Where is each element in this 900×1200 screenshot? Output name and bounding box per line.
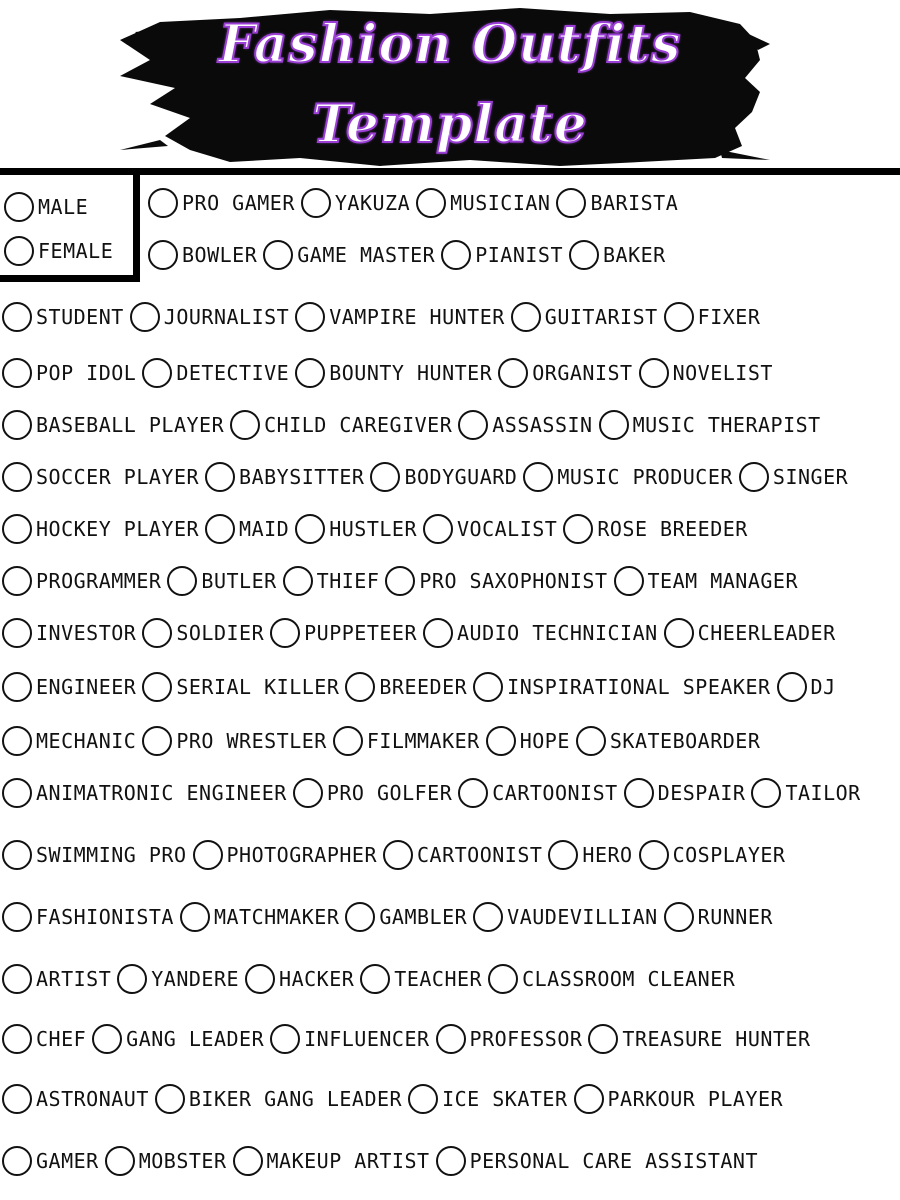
occupation-option[interactable] <box>556 188 678 218</box>
option-label: PROFESSOR <box>469 1027 583 1051</box>
occupation-option[interactable] <box>345 672 467 702</box>
option-label: BAKER <box>603 243 666 267</box>
option-label: JOURNALIST <box>163 305 290 329</box>
option-label: HACKER <box>279 967 355 991</box>
radio-circle-icon[interactable] <box>548 840 578 870</box>
occupation-option[interactable] <box>458 778 617 808</box>
radio-circle-icon[interactable] <box>408 1084 438 1114</box>
occupation-option[interactable] <box>563 514 748 544</box>
option-label: AUDIO TECHNICIAN <box>457 621 658 645</box>
option-label: GAME MASTER <box>297 243 436 267</box>
occupation-option[interactable] <box>370 462 517 492</box>
occupation-option[interactable] <box>488 964 735 994</box>
option-label: NOVELIST <box>672 361 773 385</box>
radio-circle-icon[interactable] <box>563 514 593 544</box>
radio-circle-icon[interactable] <box>148 188 178 218</box>
option-label: HOPE <box>519 729 570 753</box>
occupation-option[interactable] <box>2 618 136 648</box>
option-label: PRO SAXOPHONIST <box>419 569 608 593</box>
radio-circle-icon[interactable] <box>142 618 172 648</box>
occupation-option[interactable] <box>2 1024 86 1054</box>
occupation-option[interactable] <box>599 410 821 440</box>
page-title-line-1: Fashion Outfits <box>218 14 682 75</box>
occupation-option[interactable] <box>2 672 136 702</box>
option-label: BOWLER <box>182 243 258 267</box>
radio-circle-icon[interactable] <box>270 1024 300 1054</box>
radio-circle-icon[interactable] <box>295 358 325 388</box>
occupation-option[interactable] <box>270 618 417 648</box>
option-label: CHEERLEADER <box>697 621 836 645</box>
option-label: GUITARIST <box>544 305 658 329</box>
option-label: CLASSROOM CLEANER <box>522 967 736 991</box>
option-row <box>0 462 854 492</box>
option-label: ARTIST <box>36 967 112 991</box>
occupation-option[interactable] <box>333 726 480 756</box>
option-label: SKATEBOARDER <box>609 729 761 753</box>
occupation-option[interactable] <box>142 618 264 648</box>
radio-circle-icon[interactable] <box>2 840 32 870</box>
option-row <box>0 410 827 440</box>
radio-circle-icon[interactable] <box>458 410 488 440</box>
occupation-option[interactable] <box>205 514 289 544</box>
option-label: BASEBALL PLAYER <box>36 413 225 437</box>
occupation-option[interactable] <box>148 188 295 218</box>
option-row <box>146 188 684 218</box>
option-label: TEACHER <box>394 967 483 991</box>
radio-circle-icon[interactable] <box>739 462 769 492</box>
option-row <box>0 1024 817 1054</box>
radio-circle-icon[interactable] <box>301 188 331 218</box>
option-label: PRO WRESTLER <box>176 729 327 753</box>
occupation-option[interactable] <box>345 902 467 932</box>
option-label: GAMBLER <box>379 905 468 929</box>
option-label: POP IDOL <box>36 361 137 385</box>
radio-circle-icon[interactable] <box>599 410 629 440</box>
radio-circle-icon[interactable] <box>576 726 606 756</box>
option-row <box>0 1146 764 1176</box>
radio-circle-icon[interactable] <box>293 778 323 808</box>
option-label: DETECTIVE <box>176 361 290 385</box>
option-label: MUSIC PRODUCER <box>557 465 733 489</box>
option-label: FIXER <box>697 305 761 329</box>
occupation-option[interactable] <box>360 964 482 994</box>
option-row <box>0 302 766 332</box>
radio-circle-icon[interactable] <box>473 902 503 932</box>
radio-circle-icon[interactable] <box>498 358 528 388</box>
radio-circle-icon[interactable] <box>2 302 32 332</box>
occupation-option[interactable] <box>436 1024 583 1054</box>
option-row <box>0 1084 789 1114</box>
option-label: MATCHMAKER <box>213 905 340 929</box>
option-label: FASHIONISTA <box>36 905 174 929</box>
radio-circle-icon[interactable] <box>205 514 235 544</box>
occupation-option[interactable] <box>205 462 364 492</box>
occupation-option[interactable] <box>408 1084 567 1114</box>
occupation-option[interactable] <box>155 1084 402 1114</box>
option-label: MALE <box>38 195 89 219</box>
radio-circle-icon[interactable] <box>2 964 32 994</box>
radio-circle-icon[interactable] <box>383 840 413 870</box>
option-label: ROSE BREEDER <box>597 517 748 541</box>
occupation-option[interactable] <box>295 514 417 544</box>
occupation-option[interactable] <box>193 840 378 870</box>
radio-circle-icon[interactable] <box>283 566 313 596</box>
option-label: ORGANIST <box>532 361 633 385</box>
occupation-option[interactable] <box>569 240 666 270</box>
occupation-option[interactable] <box>473 902 658 932</box>
option-label: BOUNTY HUNTER <box>329 361 493 385</box>
radio-circle-icon[interactable] <box>523 462 553 492</box>
occupation-option[interactable] <box>385 566 607 596</box>
occupation-option[interactable] <box>511 302 658 332</box>
radio-circle-icon[interactable] <box>664 302 694 332</box>
radio-circle-icon[interactable] <box>574 1084 604 1114</box>
radio-circle-icon[interactable] <box>360 964 390 994</box>
radio-circle-icon[interactable] <box>4 236 34 266</box>
option-label: PARKOUR PLAYER <box>607 1087 784 1111</box>
option-label: ASSASSIN <box>492 413 593 437</box>
option-label: TEAM MANAGER <box>647 569 799 593</box>
option-label: ANIMATRONIC ENGINEER <box>36 781 287 805</box>
occupation-option[interactable] <box>2 778 287 808</box>
occupation-option[interactable] <box>383 840 542 870</box>
occupation-option[interactable] <box>624 778 746 808</box>
option-label: CARTOONIST <box>492 781 618 805</box>
option-label: PRO GAMER <box>182 191 295 215</box>
option-label: PRO GOLFER <box>326 781 453 805</box>
radio-circle-icon[interactable] <box>2 462 32 492</box>
radio-circle-icon[interactable] <box>180 902 210 932</box>
radio-circle-icon[interactable] <box>624 778 654 808</box>
radio-circle-icon[interactable] <box>777 672 807 702</box>
option-label: HOCKEY PLAYER <box>36 517 200 541</box>
occupation-option[interactable] <box>523 462 733 492</box>
occupation-option[interactable] <box>2 410 224 440</box>
occupation-option[interactable] <box>2 726 136 756</box>
radio-circle-icon[interactable] <box>751 778 781 808</box>
radio-circle-icon[interactable] <box>345 902 375 932</box>
occupation-option[interactable] <box>614 566 799 596</box>
option-row <box>0 902 779 932</box>
occupation-option[interactable] <box>574 1084 784 1114</box>
radio-circle-icon[interactable] <box>263 240 293 270</box>
option-row <box>146 240 672 270</box>
radio-circle-icon[interactable] <box>416 188 446 218</box>
radio-circle-icon[interactable] <box>370 462 400 492</box>
option-label: BABYSITTER <box>239 465 365 489</box>
occupation-option[interactable] <box>130 302 289 332</box>
occupation-option[interactable] <box>233 1146 430 1176</box>
option-row <box>0 778 867 808</box>
occupation-option[interactable] <box>416 188 550 218</box>
option-label: BODYGUARD <box>404 465 518 489</box>
occupation-option[interactable] <box>2 902 174 932</box>
option-label: SINGER <box>772 465 849 489</box>
occupation-option[interactable] <box>295 302 505 332</box>
radio-circle-icon[interactable] <box>423 618 453 648</box>
radio-circle-icon[interactable] <box>2 1084 32 1114</box>
occupation-option[interactable] <box>230 410 452 440</box>
radio-circle-icon[interactable] <box>117 964 147 994</box>
occupation-option[interactable] <box>486 726 570 756</box>
option-label: CHEF <box>36 1027 87 1051</box>
option-row <box>0 566 804 596</box>
radio-circle-icon[interactable] <box>488 964 518 994</box>
option-label: MOBSTER <box>138 1149 227 1173</box>
occupation-option[interactable] <box>2 566 161 596</box>
occupation-option[interactable] <box>664 618 836 648</box>
option-label: DESPAIR <box>657 781 746 805</box>
occupation-option[interactable] <box>167 566 276 596</box>
radio-circle-icon[interactable] <box>385 566 415 596</box>
option-label: BREEDER <box>379 675 468 699</box>
option-label: TAILOR <box>785 781 861 805</box>
radio-circle-icon[interactable] <box>639 358 669 388</box>
radio-circle-icon[interactable] <box>345 672 375 702</box>
radio-circle-icon[interactable] <box>441 240 471 270</box>
radio-circle-icon[interactable] <box>2 358 32 388</box>
radio-circle-icon[interactable] <box>245 964 275 994</box>
radio-circle-icon[interactable] <box>511 302 541 332</box>
occupation-option[interactable] <box>436 1146 758 1176</box>
radio-circle-icon[interactable] <box>155 1084 185 1114</box>
option-label: GAMER <box>36 1149 99 1173</box>
option-label: ASTRONAUT <box>36 1087 149 1111</box>
radio-circle-icon[interactable] <box>436 1146 466 1176</box>
occupation-option[interactable] <box>148 240 257 270</box>
occupation-option[interactable] <box>105 1146 227 1176</box>
occupation-option[interactable] <box>2 840 187 870</box>
radio-circle-icon[interactable] <box>270 618 300 648</box>
occupation-option[interactable] <box>270 1024 429 1054</box>
occupation-option[interactable] <box>2 1146 99 1176</box>
option-label: PUPPETEER <box>304 621 417 645</box>
occupation-option[interactable] <box>576 726 761 756</box>
option-label: YAKUZA <box>334 191 411 215</box>
option-label: DJ <box>810 675 836 699</box>
occupation-option[interactable] <box>142 358 289 388</box>
occupation-option[interactable] <box>2 1084 149 1114</box>
option-label: INSPIRATIONAL SPEAKER <box>507 675 771 699</box>
option-label: VAMPIRE HUNTER <box>329 305 505 329</box>
occupation-option[interactable] <box>295 358 492 388</box>
option-label: PIANIST <box>475 243 563 267</box>
radio-circle-icon[interactable] <box>664 902 694 932</box>
occupation-option[interactable] <box>588 1024 810 1054</box>
radio-circle-icon[interactable] <box>436 1024 466 1054</box>
occupation-option[interactable] <box>2 514 199 544</box>
radio-circle-icon[interactable] <box>2 726 32 756</box>
radio-circle-icon[interactable] <box>639 840 669 870</box>
occupation-option[interactable] <box>751 778 860 808</box>
option-label: INFLUENCER <box>304 1027 430 1051</box>
option-label: MECHANIC <box>36 729 137 753</box>
option-row <box>0 514 754 544</box>
option-label: INVESTOR <box>36 621 137 645</box>
occupation-option[interactable] <box>142 672 339 702</box>
option-label: GANG LEADER <box>126 1027 265 1051</box>
radio-circle-icon[interactable] <box>92 1024 122 1054</box>
option-label: HERO <box>582 843 633 867</box>
option-row <box>0 358 779 388</box>
option-row <box>0 618 842 648</box>
option-label: ICE SKATER <box>442 1087 568 1111</box>
option-label: COSPLAYER <box>672 843 786 867</box>
option-label: SWIMMING PRO <box>36 843 187 867</box>
option-label: SOCCER PLAYER <box>36 465 200 489</box>
option-label: MUSIC THERAPIST <box>632 413 821 437</box>
radio-circle-icon[interactable] <box>167 566 197 596</box>
option-label: SERIAL KILLER <box>176 675 340 699</box>
option-label: VAUDEVILLIAN <box>507 905 658 929</box>
option-label: FEMALE <box>38 239 114 263</box>
title-banner <box>0 0 900 175</box>
option-label: MAID <box>239 517 290 541</box>
option-row <box>0 840 791 870</box>
occupation-option[interactable] <box>777 672 836 702</box>
option-label: STUDENT <box>36 305 124 329</box>
radio-circle-icon[interactable] <box>233 1146 263 1176</box>
option-label: MUSICIAN <box>450 191 551 215</box>
occupation-option[interactable] <box>2 302 124 332</box>
radio-circle-icon[interactable] <box>2 1146 32 1176</box>
radio-circle-icon[interactable] <box>2 618 32 648</box>
occupation-option[interactable] <box>92 1024 264 1054</box>
occupation-option[interactable] <box>473 672 770 702</box>
occupation-option[interactable] <box>117 964 239 994</box>
option-row <box>0 964 741 994</box>
option-label: SOLDIER <box>176 621 265 645</box>
occupation-option[interactable] <box>458 410 592 440</box>
option-label: ENGINEER <box>36 675 137 699</box>
radio-circle-icon[interactable] <box>148 240 178 270</box>
option-label: PHOTOGRAPHER <box>226 843 377 867</box>
occupation-option[interactable] <box>2 358 136 388</box>
radio-circle-icon[interactable] <box>458 778 488 808</box>
radio-circle-icon[interactable] <box>193 840 223 870</box>
occupation-option[interactable] <box>639 840 786 870</box>
option-label: CHILD CAREGIVER <box>264 413 453 437</box>
radio-circle-icon[interactable] <box>588 1024 618 1054</box>
occupation-option[interactable] <box>2 462 199 492</box>
page-title-line-2: Template <box>312 94 588 155</box>
radio-circle-icon[interactable] <box>295 302 325 332</box>
occupation-option[interactable] <box>664 902 773 932</box>
radio-circle-icon[interactable] <box>142 358 172 388</box>
option-label: PROGRAMMER <box>36 569 162 593</box>
radio-circle-icon[interactable] <box>2 1024 32 1054</box>
option-label: VOCALIST <box>457 517 558 541</box>
option-row <box>0 726 766 756</box>
radio-circle-icon[interactable] <box>2 778 32 808</box>
radio-circle-icon[interactable] <box>205 462 235 492</box>
occupation-option[interactable] <box>180 902 339 932</box>
radio-circle-icon[interactable] <box>2 514 32 544</box>
occupation-option[interactable] <box>639 358 773 388</box>
radio-circle-icon[interactable] <box>142 672 172 702</box>
occupation-option[interactable] <box>293 778 452 808</box>
radio-circle-icon[interactable] <box>614 566 644 596</box>
option-label: HUSTLER <box>329 517 418 541</box>
radio-circle-icon[interactable] <box>2 672 32 702</box>
occupation-option[interactable] <box>283 566 380 596</box>
option-label: TREASURE HUNTER <box>622 1027 811 1051</box>
radio-circle-icon[interactable] <box>105 1146 135 1176</box>
occupation-option[interactable] <box>664 302 761 332</box>
option-label: CARTOONIST <box>417 843 543 867</box>
radio-circle-icon[interactable] <box>2 902 32 932</box>
radio-circle-icon[interactable] <box>664 618 694 648</box>
radio-circle-icon[interactable] <box>142 726 172 756</box>
occupation-option[interactable] <box>245 964 354 994</box>
option-label: THIEF <box>316 569 380 593</box>
option-label: MAKEUP ARTIST <box>266 1149 430 1173</box>
option-label: BIKER GANG LEADER <box>188 1087 403 1111</box>
radio-circle-icon[interactable] <box>473 672 503 702</box>
occupation-option[interactable] <box>441 240 563 270</box>
occupation-option[interactable] <box>423 618 658 648</box>
occupation-option[interactable] <box>548 840 632 870</box>
option-label: PERSONAL CARE ASSISTANT <box>469 1149 759 1173</box>
option-label: BUTLER <box>201 569 277 593</box>
radio-circle-icon[interactable] <box>2 410 32 440</box>
occupation-option[interactable] <box>263 240 435 270</box>
radio-circle-icon[interactable] <box>569 240 599 270</box>
occupation-option[interactable] <box>498 358 632 388</box>
radio-circle-icon[interactable] <box>486 726 516 756</box>
radio-circle-icon[interactable] <box>130 302 160 332</box>
option-label: FILMMAKER <box>366 729 480 753</box>
option-label: BARISTA <box>590 191 679 215</box>
radio-circle-icon[interactable] <box>230 410 260 440</box>
radio-circle-icon[interactable] <box>333 726 363 756</box>
radio-circle-icon[interactable] <box>423 514 453 544</box>
occupation-option[interactable] <box>142 726 327 756</box>
gender-option-female[interactable] <box>4 236 113 266</box>
occupation-option[interactable] <box>2 964 111 994</box>
radio-circle-icon[interactable] <box>556 188 586 218</box>
occupation-option[interactable] <box>301 188 410 218</box>
gender-option-male[interactable] <box>4 192 88 222</box>
radio-circle-icon[interactable] <box>4 192 34 222</box>
option-label: YANDERE <box>151 967 240 991</box>
radio-circle-icon[interactable] <box>2 566 32 596</box>
option-row <box>0 672 842 702</box>
occupation-option[interactable] <box>423 514 557 544</box>
radio-circle-icon[interactable] <box>295 514 325 544</box>
occupation-option[interactable] <box>739 462 848 492</box>
option-label: RUNNER <box>697 905 773 929</box>
